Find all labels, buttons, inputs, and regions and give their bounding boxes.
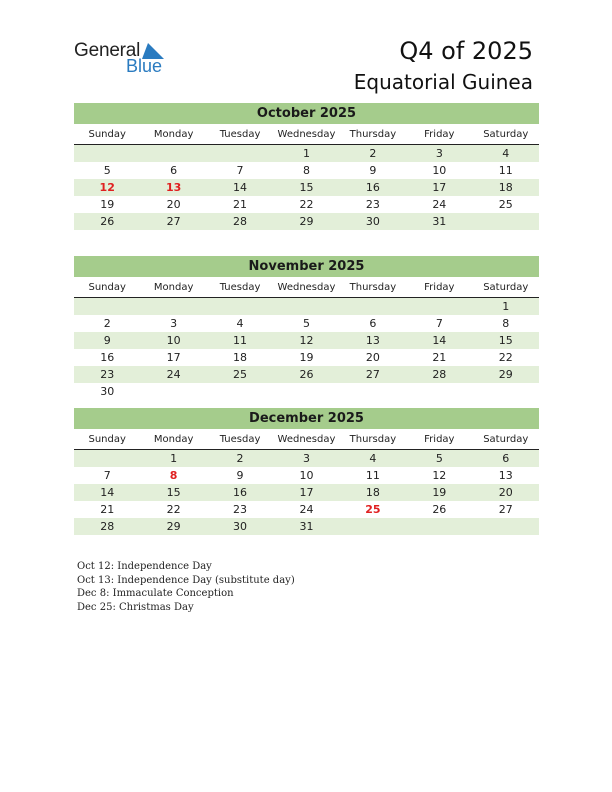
date-cell: 28: [432, 368, 447, 381]
weekday-label: Sunday: [88, 434, 126, 445]
weekday-label: Monday: [153, 282, 194, 293]
date-cell: 11: [365, 469, 380, 482]
date-cell: 26: [299, 368, 314, 381]
date-cell: 6: [502, 452, 510, 465]
date-cell: [140, 145, 206, 162]
date-cell: 10: [299, 469, 314, 482]
weekday-label: Thursday: [349, 282, 397, 293]
week-row: [74, 501, 539, 518]
month-december: [74, 408, 539, 535]
weekday-label: Saturday: [483, 129, 529, 140]
date-cell: 5: [103, 164, 111, 177]
date-cell: 2: [236, 452, 244, 465]
date-cell: 17: [432, 181, 447, 194]
date-cell: 19: [432, 486, 447, 499]
holiday-note: Dec 8: Immaculate Conception: [77, 588, 234, 599]
holiday-notes: [77, 560, 295, 614]
date-cell: [340, 298, 406, 315]
date-cell: [473, 213, 539, 230]
logo-general-text: General: [74, 40, 141, 61]
date-cell: 14: [432, 334, 447, 347]
date-cell: 17: [166, 351, 181, 364]
week-row: [74, 467, 539, 484]
weekday-label: Wednesday: [277, 282, 336, 293]
week-row: [74, 315, 539, 332]
country-subtitle: Equatorial Guinea: [353, 70, 533, 94]
date-cell: 24: [166, 368, 181, 381]
date-cell: 30: [233, 520, 248, 533]
date-cell: 6: [369, 317, 377, 330]
weekday-label: Tuesday: [219, 129, 261, 140]
date-cell: 24: [299, 503, 314, 516]
date-cell: 8: [302, 164, 310, 177]
date-cell: 21: [432, 351, 447, 364]
date-cell: 20: [498, 486, 513, 499]
page-title: Q4 of 2025: [399, 37, 533, 65]
month-october: [74, 103, 539, 230]
weekday-label: Saturday: [483, 434, 529, 445]
week-row: [74, 162, 539, 179]
date-cell: 9: [236, 469, 244, 482]
date-cell: 17: [299, 486, 314, 499]
date-cell: 26: [100, 215, 115, 228]
date-cell: 29: [299, 215, 314, 228]
date-cell: 1: [170, 452, 178, 465]
date-cell: 12: [432, 469, 447, 482]
date-cell: 9: [103, 334, 111, 347]
week-row: [74, 196, 539, 213]
date-cell: 9: [369, 164, 377, 177]
date-cell: 22: [166, 503, 181, 516]
date-cell: 25: [233, 368, 248, 381]
date-cell: 4: [369, 452, 377, 465]
week-row: [74, 213, 539, 230]
week-row: [74, 518, 539, 535]
date-cell: 28: [233, 215, 248, 228]
weekday-label: Sunday: [88, 282, 126, 293]
week-row: [74, 349, 539, 366]
date-cell: 15: [299, 181, 314, 194]
date-cell: 18: [365, 486, 380, 499]
holiday-date-cell: 25: [365, 503, 381, 516]
week-row: [74, 366, 539, 383]
date-cell: 31: [432, 215, 447, 228]
date-cell: [406, 383, 472, 400]
date-cell: 7: [435, 317, 443, 330]
date-cell: 16: [365, 181, 380, 194]
holiday-note: Oct 13: Independence Day (substitute day): [77, 574, 295, 586]
date-cell: 13: [365, 334, 380, 347]
date-cell: [273, 383, 339, 400]
week-row: [74, 332, 539, 349]
date-cell: [340, 383, 406, 400]
date-cell: 5: [302, 317, 310, 330]
date-cell: 31: [299, 520, 314, 533]
weekday-label: Saturday: [483, 282, 529, 293]
date-cell: [473, 518, 539, 535]
date-cell: 13: [498, 469, 513, 482]
weekday-label: Sunday: [88, 129, 126, 140]
date-cell: 5: [435, 452, 443, 465]
date-cell: 22: [299, 198, 314, 211]
weekday-label: Friday: [424, 434, 455, 445]
weekday-label: Tuesday: [219, 434, 261, 445]
date-cell: 2: [369, 147, 377, 160]
date-cell: 25: [498, 198, 513, 211]
date-cell: 3: [302, 452, 310, 465]
date-cell: 20: [365, 351, 380, 364]
month-header: December 2025: [74, 408, 539, 429]
date-cell: [273, 298, 339, 315]
date-cell: 11: [498, 164, 513, 177]
date-cell: 4: [236, 317, 244, 330]
date-cell: 19: [100, 198, 115, 211]
date-cell: [473, 383, 539, 400]
date-cell: 18: [498, 181, 513, 194]
date-cell: 27: [498, 503, 513, 516]
date-cell: 18: [233, 351, 248, 364]
date-cell: 28: [100, 520, 115, 533]
weekday-label: Wednesday: [277, 434, 336, 445]
date-cell: [207, 145, 273, 162]
date-cell: 11: [233, 334, 248, 347]
week-row: [74, 298, 539, 315]
week-row: [74, 383, 539, 400]
weekday-label: Friday: [424, 282, 455, 293]
holiday-date-cell: 13: [165, 181, 182, 194]
holiday-note: Oct 12: Independence Day: [77, 561, 212, 572]
week-row: [74, 450, 539, 467]
date-cell: [74, 298, 140, 315]
date-cell: 1: [502, 300, 510, 313]
date-cell: 7: [103, 469, 111, 482]
holiday-note: Dec 25: Christmas Day: [77, 601, 194, 613]
date-cell: 30: [365, 215, 380, 228]
weekday-header-row: [74, 431, 539, 450]
date-cell: 2: [103, 317, 111, 330]
weekday-label: Tuesday: [219, 282, 261, 293]
logo-blue-text: Blue: [126, 56, 163, 76]
date-cell: 26: [432, 503, 447, 516]
generalblue-logo: [74, 40, 174, 80]
date-cell: 3: [170, 317, 178, 330]
date-cell: 7: [236, 164, 244, 177]
date-cell: 10: [432, 164, 447, 177]
date-cell: 8: [502, 317, 510, 330]
date-cell: 3: [435, 147, 443, 160]
month-november: [74, 256, 539, 400]
date-cell: [207, 298, 273, 315]
date-cell: 15: [166, 486, 181, 499]
date-cell: 30: [100, 385, 115, 398]
date-cell: [74, 145, 140, 162]
date-cell: 21: [233, 198, 248, 211]
date-cell: 12: [299, 334, 314, 347]
week-row: [74, 484, 539, 501]
date-cell: [207, 383, 273, 400]
weekday-label: Friday: [424, 129, 455, 140]
weekday-header-row: [74, 126, 539, 145]
weekday-label: Monday: [153, 129, 194, 140]
date-cell: 4: [502, 147, 510, 160]
holiday-date-cell: 12: [99, 181, 115, 194]
date-cell: [406, 518, 472, 535]
date-cell: 6: [170, 164, 178, 177]
date-cell: 14: [100, 486, 115, 499]
date-cell: 22: [498, 351, 513, 364]
date-cell: 29: [166, 520, 181, 533]
weekday-label: Thursday: [349, 434, 397, 445]
weekday-label: Monday: [153, 434, 194, 445]
date-cell: [340, 518, 406, 535]
date-cell: 27: [365, 368, 380, 381]
date-cell: 23: [233, 503, 248, 516]
holiday-date-cell: 8: [169, 469, 178, 482]
weekday-label: Thursday: [349, 129, 397, 140]
date-cell: [140, 383, 206, 400]
date-cell: 14: [233, 181, 248, 194]
date-cell: 10: [166, 334, 181, 347]
date-cell: 24: [432, 198, 447, 211]
date-cell: 23: [365, 198, 380, 211]
date-cell: 19: [299, 351, 314, 364]
weekday-label: Wednesday: [277, 129, 336, 140]
date-cell: 27: [166, 215, 181, 228]
date-cell: 1: [302, 147, 310, 160]
date-cell: 16: [100, 351, 115, 364]
date-cell: 21: [100, 503, 115, 516]
date-cell: [74, 450, 140, 467]
date-cell: 15: [498, 334, 513, 347]
week-row: [74, 145, 539, 162]
week-row: [74, 179, 539, 196]
weekday-header-row: [74, 279, 539, 298]
date-cell: 29: [498, 368, 513, 381]
date-cell: [140, 298, 206, 315]
date-cell: 16: [233, 486, 248, 499]
month-header: November 2025: [74, 256, 539, 277]
date-cell: 23: [100, 368, 115, 381]
date-cell: [406, 298, 472, 315]
date-cell: 20: [166, 198, 181, 211]
month-header: October 2025: [74, 103, 539, 124]
